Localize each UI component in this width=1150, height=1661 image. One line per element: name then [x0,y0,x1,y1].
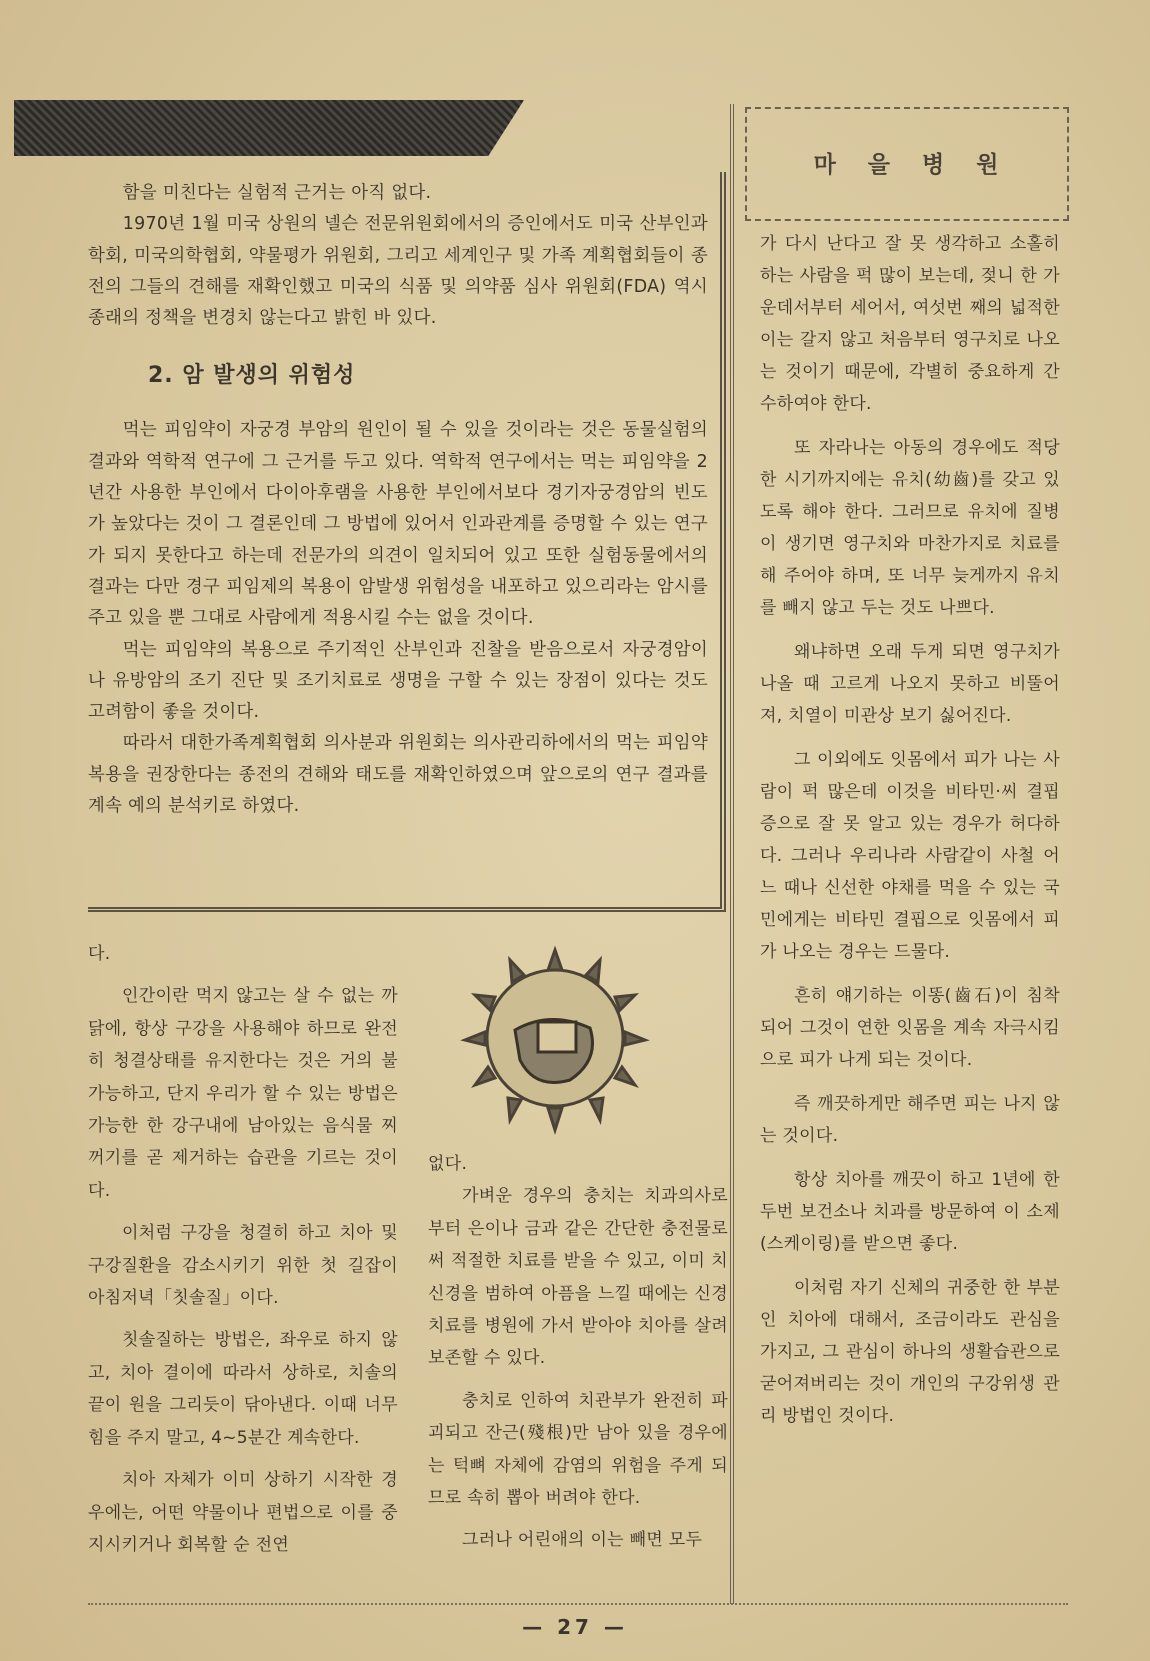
bottom-left-column [88,938,398,1561]
right-column-text [760,228,1060,1432]
right-paragraph-2: 또 자라나는 아동의 경우에도 적당한 시기까지에는 유치(幼齒)를 갖고 있도록 해야 한다. 그러므로 유치에 질병이 생기면 영구치와 마찬가지로 치료를 해 주어야 하며, 또 너무 늦게까지 유치를 빼지 않고 두는 것도 나쁘다. [760,438,1060,618]
top-paragraph-1: 함을 미친다는 실험적 근거는 아직 없다. [122,183,432,203]
top-article-box [88,172,726,912]
page-number: — 27 — [522,1615,628,1639]
right-paragraph-3: 왜냐하면 오래 두게 되면 영구치가 나올 때 고르게 나오지 못하고 비뚤어져, 치열이 미관상 보기 싫어진다. [760,642,1060,726]
bottom-divider [88,1603,1068,1605]
header-decorative-band [14,100,524,156]
section-heading: 2. 암 발생의 위험성 [148,363,356,389]
column-title-box [745,107,1069,221]
right-paragraph-8: 이처럼 자기 신체의 귀중한 한 부분인 치아에 대해서, 조금이라도 관심을 가지고, 그 관심이 하나의 생활습관으로 굳어져버리는 것이 개인의 구강위생 관리 방법인 것이다. [760,1278,1060,1426]
right-paragraph-4: 그 이외에도 잇몸에서 피가 나는 사람이 퍽 많은데 이것을 비타민·씨 결핍증으로 잘 못 알고 있는 경우가 허다하다. 그러나 우리나라 사람같이 사철 어느 때나 신선한 야채를 먹을 수 있는 국민에게는 비타민 결핍으로 잇몸에서 피가 나오는 경우는 드물다. [760,750,1060,962]
bottom-left-paragraph-2: 인간이란 먹지 않고는 살 수 없는 까닭에, 항상 구강을 사용해야 하므로 완전히 청결상태를 유지한다는 것은 거의 불가능하고, 단지 우리가 할 수 있는 방법은 가능한 한 강구내에 남아있는 음식물 찌꺼기를 곧 제거하는 습관을 기르는 것이다. [88,986,398,1201]
section-paragraph-1: 먹는 피임약이 자궁경 부암의 원인이 될 수 있을 것이라는 것은 동물실험의 결과와 역학적 연구에 그 근거를 두고 있다. 역학적 연구에서는 먹는 피임약을 2년간 사용한 부인에서 다이아후램을 사용한 부인에서보다 경기자궁경암의 빈도가 높았다는 것이 그 결론인데 그 방법에 있어서 인과관계를 증명할 수 있는 연구가 되지 못한다고 하는데 전문가의 의견이 일치되어 있고 또한 실험동물에서의 결과는 다만 경구 피임제의 복용이 암발생 위험성을 내포하고 있으리라는 암시를 주고 있을 뿐 그대로 사람에게 적용시킬 수는 없을 것이다. [88,420,708,629]
bottom-left-paragraph-1: 다. [88,944,111,964]
bottom-left-paragraph-3: 이처럼 구강을 청결히 하고 치아 및 구강질환을 감소시키기 위한 첫 길잡이 아침저녁「칫솔질」이다. [88,1223,398,1309]
bottom-mid-paragraph-3: 충치로 인하여 치관부가 완전히 파괴되고 잔근(殘根)만 남아 있을 경우에는 턱뼈 자체에 감염의 위험을 주게 되므로 속히 뽑아 버려야 한다. [428,1390,728,1509]
tooth-illustration [450,930,660,1145]
bottom-mid-paragraph-4: 그러나 어린애의 이는 빼면 모두 [462,1530,703,1551]
bottom-mid-paragraph-2: 가벼운 경우의 충치는 치과의사로부터 은이나 금과 같은 간단한 충전물로써 적절한 치료를 받을 수 있고, 이미 치신경을 범하여 아픔을 느낄 때에는 신경치료를 병원에 가서 받아야 치아를 살려 보존할 수 있다. [428,1186,728,1369]
section-paragraph-2: 먹는 피임약의 복용으로 주기적인 산부인과 진찰을 받음으로서 자궁경암이나 유방암의 조기 진단 및 조기치료로 생명을 구할 수 있는 장점이 있다는 것도 고려함이 좋을 것이다. [88,639,708,723]
right-paragraph-7: 항상 치아를 깨끗이 하고 1년에 한 두번 보건소나 치과를 방문하여 이 소제(스케이링)를 받으면 좋다. [760,1170,1060,1254]
top-paragraph-2: 1970년 1월 미국 상원의 넬슨 전문위원회에서의 증인에서도 미국 산부인과 학회, 미국의학협회, 약물평가 위원회, 그리고 세계인구 및 가족 계획협회들이 종전의 그들의 견해를 재확인했고 미국의 식품 및 의약품 심사 위원회(FDA) 역시 종래의 정책을 변경치 않는다고 밝힌 바 있다. [88,214,708,329]
column-title: 마을병원 [813,152,1031,178]
bottom-mid-paragraph-1: 없다. [428,1154,468,1174]
section-paragraph-3: 따라서 대한가족계획협회 의사분과 위원회는 의사관리하에서의 먹는 피임약 복용을 권장한다는 종전의 견해와 태도를 재확인하였으며 앞으로의 연구 결과를 계속 예의 분석키로 하였다. [88,733,708,817]
bottom-left-paragraph-4: 칫솔질하는 방법은, 좌우로 하지 않고, 치아 결이에 따라서 상하로, 치솔의 끝이 원을 그리듯이 닦아낸다. 이때 너무 힘을 주지 말고, 4~5분간 계속한다. [88,1330,398,1448]
bottom-middle-column [428,1148,728,1557]
right-paragraph-5: 흔히 얘기하는 이똥(齒石)이 침착되어 그것이 연한 잇몸을 계속 자극시킴으로 피가 나게 되는 것이다. [760,986,1060,1070]
right-paragraph-1: 가 다시 난다고 잘 못 생각하고 소홀히 하는 사람을 퍽 많이 보는데, 젖니 한 가운데서부터 세어서, 여섯번 째의 넓적한 이는 갈지 않고 처음부터 영구치로 나오는 것이기 때문에, 각별히 중요하게 간수하여야 한다. [760,234,1060,414]
right-paragraph-6: 즉 깨끗하게만 해주면 피는 나지 않는 것이다. [760,1094,1060,1146]
bottom-left-paragraph-5: 치아 자체가 이미 상하기 시작한 경우에는, 어떤 약물이나 편법으로 이를 중지시키거나 회복할 순 전연 [88,1470,398,1555]
